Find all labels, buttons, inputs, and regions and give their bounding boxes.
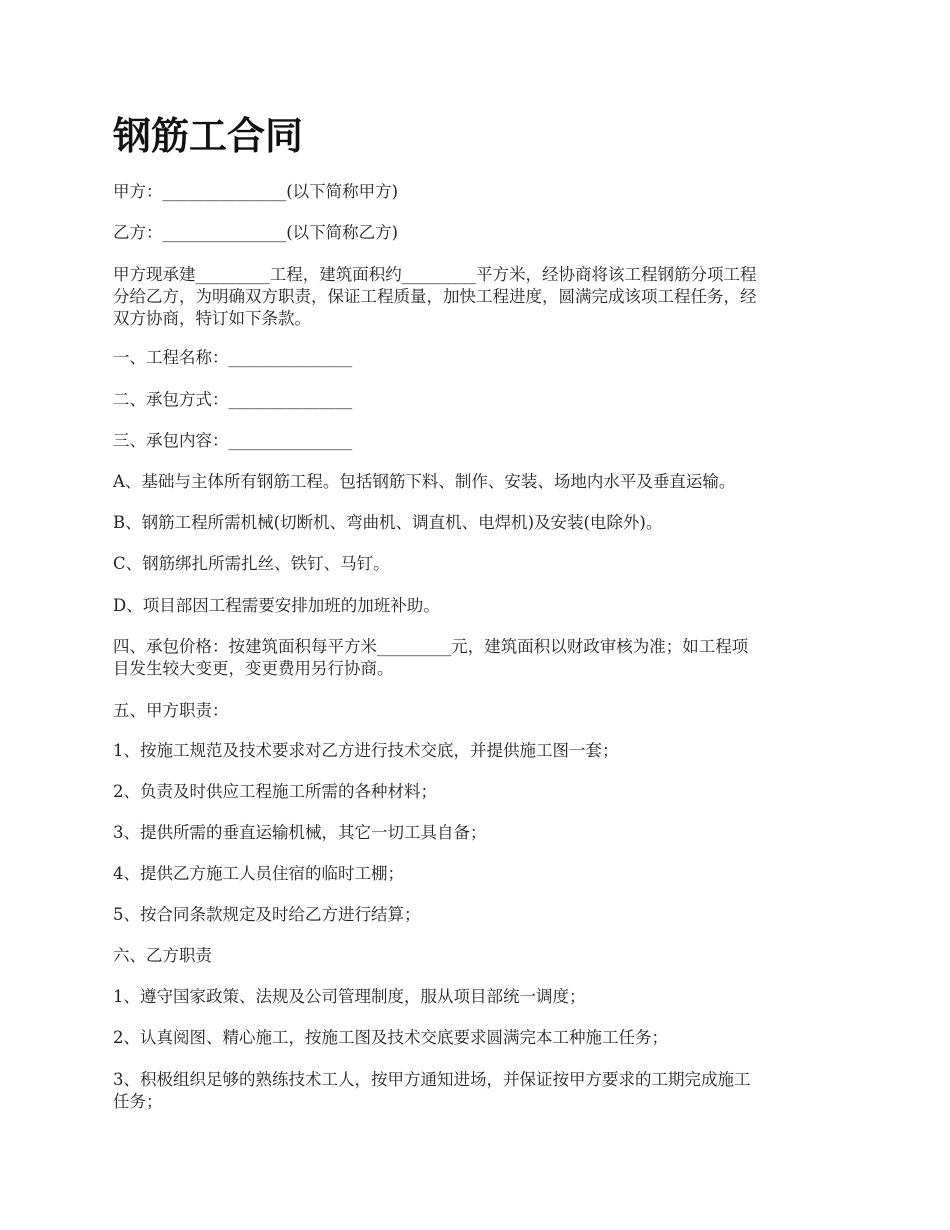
price-line: 四、承包价格：按建筑面积每平方米_________元，建筑面积以财政审核为准；如工程项 — [113, 637, 749, 656]
intro-line: 甲方现承建_________工程，建筑面积约_________平方米，经协商将该工程钢筋分项工程 — [113, 265, 757, 284]
party-a-duty-1: 1、按施工规范及技术要求对乙方进行技术交底，并提供施工图一套； — [113, 741, 619, 760]
party-a-duty-2: 2、负责及时供应工程施工所需的各种材料； — [113, 782, 437, 801]
intro-line: 分给乙方，为明确双方职责，保证工程质量，加快工程进度，圆满完成该项工程任务，经 — [113, 287, 757, 306]
document-title: 钢筋工合同 — [113, 113, 304, 158]
intro-paragraph — [113, 264, 843, 330]
price-line: 目发生较大变更，变更费用另行协商。 — [113, 659, 394, 678]
price-clause — [113, 636, 843, 680]
party-b-duty-3 — [113, 1069, 843, 1113]
content-item-d: D、项目部因工程需要安排加班的加班补助。 — [113, 596, 440, 615]
party-b-duty-2: 2、认真阅图、精心施工，按施工图及技术交底要求圆满完本工种施工任务； — [113, 1028, 668, 1047]
party-b-duty-1: 1、遵守国家政策、法规及公司管理制度，服从项目部统一调度； — [113, 987, 586, 1006]
party-a-duty-3: 3、提供所需的垂直运输机械，其它一切工具自备； — [113, 823, 487, 842]
party-a-duty-5: 5、按合同条款规定及时给乙方进行结算； — [113, 905, 421, 924]
project-name-clause: 一、工程名称：_______________ — [113, 348, 353, 367]
duty-line: 3、积极组织足够的熟练技术工人，按甲方通知进场，并保证按甲方要求的工期完成施工 — [113, 1070, 751, 1089]
content-item-a: A、基础与主体所有钢筋工程。包括钢筋下料、制作、安装、场地内水平及垂直运输。 — [113, 472, 736, 491]
party-a-duties-heading: 五、甲方职责： — [113, 701, 229, 720]
intro-line: 双方协商，特订如下条款。 — [113, 309, 311, 328]
party-b-duties-heading: 六、乙方职责 — [113, 946, 212, 965]
party-a-duty-4: 4、提供乙方施工人员住宿的临时工棚； — [113, 864, 404, 883]
contract-content-clause: 三、承包内容：_______________ — [113, 431, 353, 450]
content-item-b: B、钢筋工程所需机械(切断机、弯曲机、调直机、电焊机)及安装(电除外)。 — [113, 513, 663, 532]
contract-method-clause: 二、承包方式：_______________ — [113, 390, 353, 409]
duty-line: 任务； — [113, 1092, 163, 1111]
content-item-c: C、钢筋绑扎所需扎丝、铁钉、马钉。 — [113, 554, 390, 573]
party-a-line: 甲方：_______________(以下简称甲方) — [113, 182, 399, 201]
party-b-line: 乙方：_______________(以下简称乙方) — [113, 223, 399, 242]
